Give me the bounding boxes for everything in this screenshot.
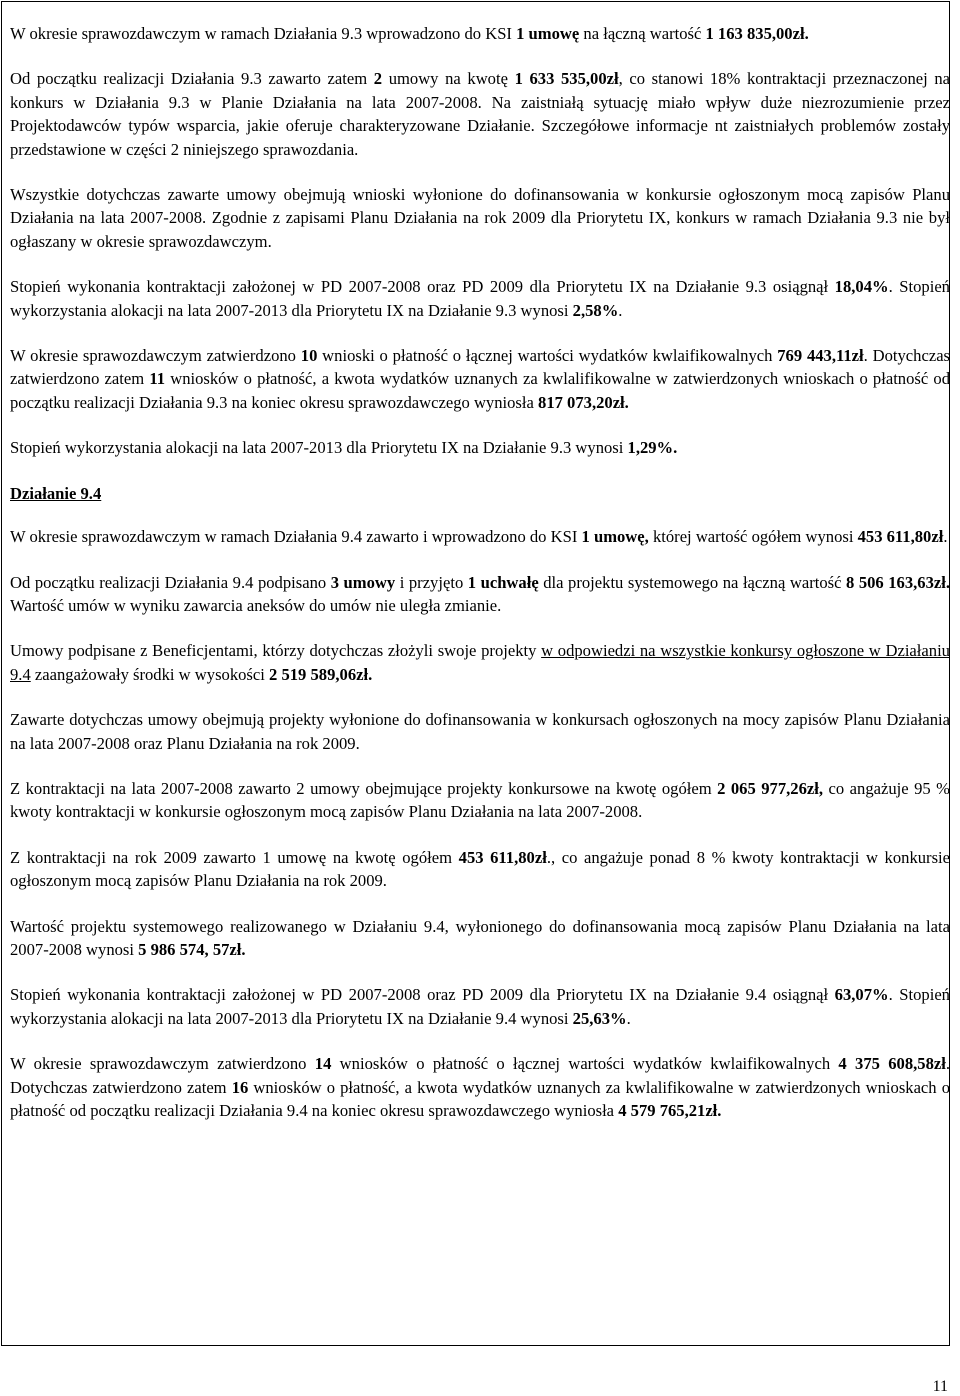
bold-text: 3 umowy <box>330 572 396 592</box>
paragraph <box>10 22 950 45</box>
text-run: na łączną wartość <box>579 24 706 43</box>
text-run: wniosków o płatność, a kwota wydatków uznanych za kwlalifikowalne w zatwierdzonych wnioskach o płatność od początku realizacji Działania 9.3 na koniec okresu sprawozdawczego wyniosła <box>10 369 950 412</box>
paragraph <box>10 67 950 161</box>
bold-text: 1 633 535,00zł <box>514 69 619 89</box>
text-run: W okresie sprawozdawczym w ramach Działania 9.3 wprowadzono do KSI <box>10 24 517 43</box>
paragraph <box>10 183 950 253</box>
bold-text: 2 <box>373 69 383 89</box>
paragraph <box>10 983 950 1030</box>
bold-text: 63,07% <box>834 985 889 1005</box>
bold-text: 1 uchwałę <box>467 572 539 592</box>
section-heading <box>10 482 950 505</box>
text-run: i przyjęto <box>395 572 468 592</box>
text-run: Od początku realizacji Działania 9.3 zawarto zatem <box>10 69 374 89</box>
text-run: . <box>626 1008 631 1028</box>
bold-text: 16 <box>231 1077 249 1097</box>
bold-text: 4 579 765,21zł. <box>618 1101 722 1120</box>
page-number: 11 <box>932 1378 948 1395</box>
text-run: Z kontraktacji na rok 2009 zawarto 1 umowę na kwotę ogółem <box>10 847 459 867</box>
text-run: Wartość umów w wyniku zawarcia aneksów do umów nie uległa zmianie. <box>10 595 502 615</box>
bold-text: 769 443,11zł <box>777 346 864 366</box>
text-run: , co stanowi 18% kontraktacji przeznaczonej na konkurs w Działania 9.3 w Planie Działania na lata 2007-2008. Na zaistniałą sytuację miało wpływ duże niezrozumienie przez Projektodawców typów wsparcia, jakie oferuje charakteryzowane Działanie. Szczegółowe informacje nt zaistniałych problemów zostały przedstawione w części 2 niniejszego sprawozdania. <box>10 69 951 159</box>
text-run: . Stopień wykorzystania alokacji na lata 2007-2013 dla Priorytetu IX na Działanie 9.3 wynosi <box>10 277 950 320</box>
paragraph <box>10 344 950 414</box>
paragraph <box>10 436 950 459</box>
bold-text: 14 <box>314 1054 332 1074</box>
text-run: W okresie sprawozdawczym zatwierdzono <box>10 346 301 366</box>
text-run: ., co angażuje ponad 8 % kwoty kontraktacji w konkursie ogłoszonym mocą zapisów Planu Działania na rok 2009. <box>10 847 951 891</box>
bold-text: 817 073,20zł. <box>538 392 629 412</box>
text-run: umowy na kwotę <box>382 69 515 89</box>
paragraph <box>10 708 950 755</box>
text-run: W okresie sprawozdawczym w ramach Działania 9.4 zawarto i wprowadzono do KSI <box>10 527 582 547</box>
paragraph <box>10 525 950 548</box>
text-run: wnioski o płatność o łącznej wartości wydatków kwlaifikowalnych <box>317 346 778 366</box>
paragraph <box>10 639 950 686</box>
text-run: . Stopień wykorzystania alokacji na lata 2007-2013 dla Priorytetu IX na Działanie 9.4 wynosi <box>10 985 950 1028</box>
text-run: wniosków o płatność o łącznej wartości wydatków kwlaifikowalnych <box>331 1054 839 1074</box>
paragraph <box>10 1052 950 1122</box>
paragraph <box>10 571 950 618</box>
bold-text: 2 519 589,06zł. <box>269 664 373 684</box>
text-run: W okresie sprawozdawczym zatwierdzono <box>10 1054 315 1074</box>
bold-text: 8 506 163,63zł. <box>846 572 951 592</box>
bold-text: 5 986 574, 57zł. <box>138 939 246 959</box>
underlined-text: w odpowiedzi na wszystkie konkursy ogłoszone w Działaniu 9.4 <box>10 641 950 684</box>
bold-text: 1 umowę, <box>581 527 649 547</box>
text-run: Wszystkie dotychczas zawarte umowy obejmują wnioski wyłonione do dofinansowania w konkursie ogłoszonym mocą zapisów Planu Działania na lata 2007-2008. Zgodnie z zapisami Planu Działania na rok 2009 dla Priorytetu IX, konkurs w ramach Działania 9.3 nie był ogłaszany w okresie sprawozdawczym. <box>10 185 950 251</box>
text-run: dla projektu systemowego na łączną wartość <box>538 572 846 592</box>
bold-text: 1,29%. <box>627 438 678 458</box>
text-run: . Dotychczas zatwierdzono zatem <box>10 346 951 389</box>
text-run: . Dotychczas zatwierdzono zatem <box>10 1054 950 1097</box>
text-run: Stopień wykonania kontraktacji założonej w PD 2007-2008 oraz PD 2009 dla Priorytetu IX na Działanie 9.3 osiągnął <box>10 277 835 297</box>
bold-text: 25,63% <box>572 1008 627 1028</box>
bold-text: 2 065 977,26zł, <box>717 778 824 798</box>
text-run: . <box>943 527 948 547</box>
paragraph <box>10 915 950 962</box>
text-run: Od początku realizacji Działania 9.4 podpisano <box>10 572 331 592</box>
paragraph <box>10 846 950 893</box>
bold-text: 2,58% <box>572 300 619 320</box>
text-run: której wartość ogółem wynosi <box>648 527 858 547</box>
paragraph <box>10 777 950 824</box>
section-heading-text: Działanie 9.4 <box>10 483 102 503</box>
text-run: . <box>618 300 623 320</box>
document-body <box>10 22 950 1144</box>
paragraph <box>10 275 950 322</box>
text-run: Stopień wykonania kontraktacji założonej w PD 2007-2008 oraz PD 2009 dla Priorytetu IX na Działanie 9.4 osiągnął <box>10 985 835 1005</box>
text-run: Umowy podpisane z Beneficjentami, którzy dotychczas złożyli swoje projekty <box>10 641 542 661</box>
bold-text: 453 611,80zł <box>857 527 944 547</box>
bold-text: 1 163 835,00zł. <box>705 24 809 43</box>
text-run: Zawarte dotychczas umowy obejmują projekty wyłonione do dofinansowania w konkursach ogłoszonych na mocy zapisów Planu Działania na lata 2007-2008 oraz Planu Działania na rok 2009. <box>10 710 950 753</box>
bold-text: 453 611,80zł <box>458 847 547 867</box>
bold-text: 18,04% <box>834 277 889 297</box>
text-run: co angażuje 95 % kwoty kontraktacji w konkursie ogłoszonym mocą zapisów Planu Działania na lata 2007-2008. <box>10 778 950 822</box>
bold-text: 11 <box>149 369 166 389</box>
text-run: Z kontraktacji na lata 2007-2008 zawarto 2 umowy obejmujące projekty konkursowe na kwotę ogółem <box>10 778 718 798</box>
text-run: wniosków o płatność, a kwota wydatków uznanych za kwlalifikowalne w zatwierdzonych wnioskach o płatność od początku realizacji Działania 9.4 na koniec okresu sprawozdawczego wyniosła <box>10 1077 950 1120</box>
text-run: zaangażowały środki w wysokości <box>30 664 269 684</box>
bold-text: 10 <box>300 346 318 366</box>
bold-text: 4 375 608,58zł <box>838 1054 946 1074</box>
bold-text: 1 umowę <box>516 24 580 43</box>
text-run: Wartość projektu systemowego realizowanego w Działaniu 9.4, wyłonionego do dofinansowania mocą zapisów Planu Działania na lata 2007-2008 wynosi <box>10 916 950 959</box>
text-run: Stopień wykorzystania alokacji na lata 2007-2013 dla Priorytetu IX na Działanie 9.3 wynosi <box>10 438 628 458</box>
